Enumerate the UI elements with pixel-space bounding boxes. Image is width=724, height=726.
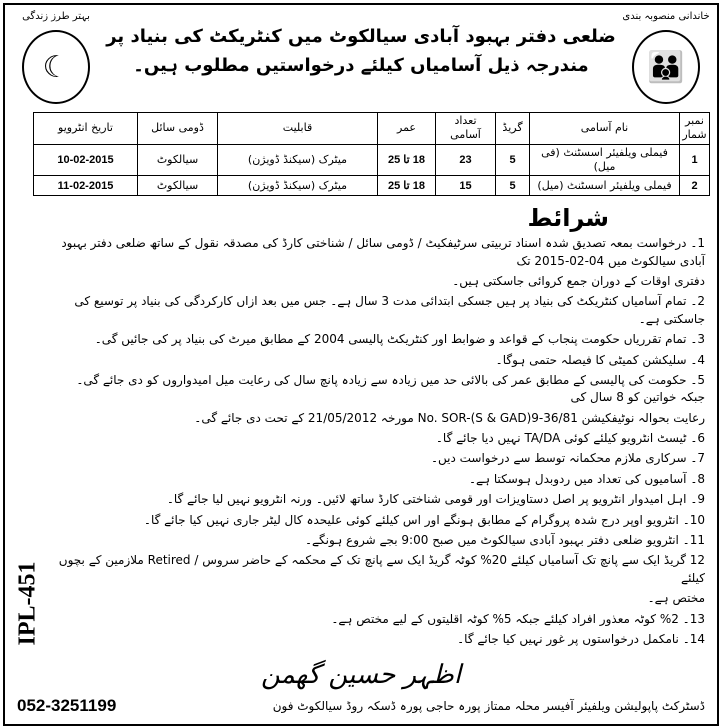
term-line: دفتری اوقات کے دوران جمع کروائی جاسکتی ہیں۔: [452, 273, 705, 288]
cell-grade: 5: [496, 144, 530, 176]
footer: [13, 696, 709, 716]
term-line: 13۔ 2% کوٹہ معذور افراد کیلئے جبکہ 5% کوٹہ اقلیتوں کے لیے مختص ہے۔: [331, 611, 705, 626]
cell-count: 15: [436, 176, 496, 196]
cell-age: 18 تا 25: [378, 144, 436, 176]
term-line: 2۔ تمام آسامیاں کنٹریکٹ کی بنیاد پر ہیں جسکی ابتدائی مدت 3 سال ہے۔ جس میں بعد ازاں کارکردگی کی بنیاد پر توسیع کی جاسکتی ہے۔: [74, 294, 705, 326]
title-line-1: ضلعی دفتر بہبود آبادی سیالکوٹ میں کنٹریکٹ کی بنیاد پر: [106, 26, 616, 47]
footer-phone: 052-3251199: [17, 696, 117, 716]
term-line: 8۔ آسامیوں کی تعداد میں ردوبدل ہوسکتا ہے۔: [468, 471, 705, 486]
table-row: [34, 144, 710, 176]
term-line: 14۔ نامکمل درخواستوں پر غور نہیں کیا جائے گا۔: [457, 632, 705, 646]
family-planning-tagline: خاندانی منصوبہ بندی: [622, 11, 710, 22]
punjab-government-logo-icon: ☾: [22, 30, 90, 104]
col-sr: نمبر شمار: [680, 113, 710, 145]
term-line: 4۔ سلیکشن کمیٹی کا فیصلہ حتمی ہوگا۔: [495, 352, 705, 367]
cell-post: فیملی ویلفیئر اسسٹنٹ (فی میل): [530, 144, 680, 176]
cell-domicile: سیالکوٹ: [138, 176, 218, 196]
term-line: 6۔ ٹیسٹ انٹرویو کیلئے کوئی TA/DA نہیں دیا جائے گا۔: [435, 431, 705, 446]
title-line-2: مندرجہ ذیل آسامیاں کیلئے درخواستیں مطلوب ہیں۔: [133, 54, 589, 76]
col-grade: گریڈ: [496, 113, 530, 145]
col-post: نام آسامی: [530, 113, 680, 145]
cell-interview-date: 11-02-2015: [34, 176, 138, 196]
terms-list: [13, 235, 709, 648]
header-right: [623, 11, 709, 104]
signature: اظہر حسین گھمن: [260, 660, 462, 691]
header: [13, 11, 709, 104]
family-logo-icon: 👪: [632, 30, 700, 104]
cell-sr: 2: [680, 176, 710, 196]
cell-count: 23: [436, 144, 496, 176]
term-line: 5۔ حکومت کی پالیسی کے مطابق عمر کی بالائی حد میں زیادہ سے زیادہ پانچ سال کی رعایت میل امیدواروں کو دی جائے گی۔ جبکہ خواتین کو 8 سال کی: [76, 372, 705, 405]
col-age: عمر: [378, 113, 436, 145]
ad-frame: [3, 3, 719, 726]
titles: [99, 11, 623, 81]
better-life-tagline: بہتر طرز زندگی: [22, 11, 90, 22]
term-line: 3۔ تمام تقرریاں حکومت پنجاب کے قواعد و ضوابط اور کنٹریکٹ پالیسی 2004 کے مطابق میرٹ کی بنیاد پر کی جائیں گی۔: [94, 332, 705, 347]
col-interview-date: تاریخ انٹرویو: [34, 113, 138, 145]
col-count: تعداد آسامی: [436, 113, 496, 145]
col-domicile: ڈومی سائل: [138, 113, 218, 145]
cell-qualification: میٹرک (سیکنڈ ڈویژن): [218, 176, 378, 196]
term-line: 7۔ سرکاری ملازم محکمانہ توسط سے درخواست دیں۔: [430, 451, 705, 466]
terms-heading: شرائط: [527, 204, 609, 233]
term-line: 1۔ درخواست بمعہ تصدیق شدہ اسناد تربیتی سرٹیفکیٹ / ڈومی سائل / شناختی کارڈ کی مصدقہ نقول کے ساتھ ضلعی دفتر بہبود آبادی سیالکوٹ میں 04-02-2015 تک: [61, 236, 705, 268]
col-qualification: قابلیت: [218, 113, 378, 145]
term-line: 9۔ اہل امیدوار انٹرویو پر اصل دستاویزات اور قومی شناختی کارڈ ساتھ لائیں۔ ورنہ انٹرویو نہیں لیا جائے گا۔: [166, 492, 705, 507]
vacancies-table: [33, 112, 710, 196]
cell-sr: 1: [680, 144, 710, 176]
table-row: [34, 176, 710, 196]
term-line: 12 گریڈ ایک سے پانچ تک آسامیاں کیلئے 20% کوٹہ گریڈ ایک سے پانچ تک کے محکمہ کے حاضر سروس / Retired ملازمین کے بچوں کیلئے: [58, 553, 705, 585]
cell-grade: 5: [496, 176, 530, 196]
cell-qualification: میٹرک (سیکنڈ ڈویژن): [218, 144, 378, 176]
header-left: [13, 11, 99, 104]
term-line: رعایت بحوالہ نوٹیفکیشن No. SOR-(S & GAD)9-36/81 مورخہ 21/05/2012 کے تحت دی جائے گی۔: [194, 410, 705, 425]
cell-interview-date: 10-02-2015: [34, 144, 138, 176]
term-line: 10۔ انٹرویو اوپر درج شدہ پروگرام کے مطابق ہونگے اور اس کیلئے کوئی علیحدہ کال لیٹر جاری نہیں کیا جائے گا۔: [143, 512, 705, 527]
term-line: مختص ہے۔: [647, 591, 705, 606]
cell-post: فیملی ویلفیئر اسسٹنٹ (میل): [530, 176, 680, 196]
side-code: IPL-451: [14, 561, 41, 646]
term-line: 11۔ انٹرویو ضلعی دفتر بہبود آبادی سیالکوٹ میں صبح 9:00 بجے شروع ہونگے۔: [304, 533, 705, 548]
footer-address: ڈسٹرکٹ پاپولیشن ویلفیئر آفیسر محلہ ممتاز پورہ حاجی پورہ ڈسکہ روڈ سیالکوٹ فون: [272, 699, 705, 714]
cell-age: 18 تا 25: [378, 176, 436, 196]
table-header-row: [34, 113, 710, 145]
cell-domicile: سیالکوٹ: [138, 144, 218, 176]
